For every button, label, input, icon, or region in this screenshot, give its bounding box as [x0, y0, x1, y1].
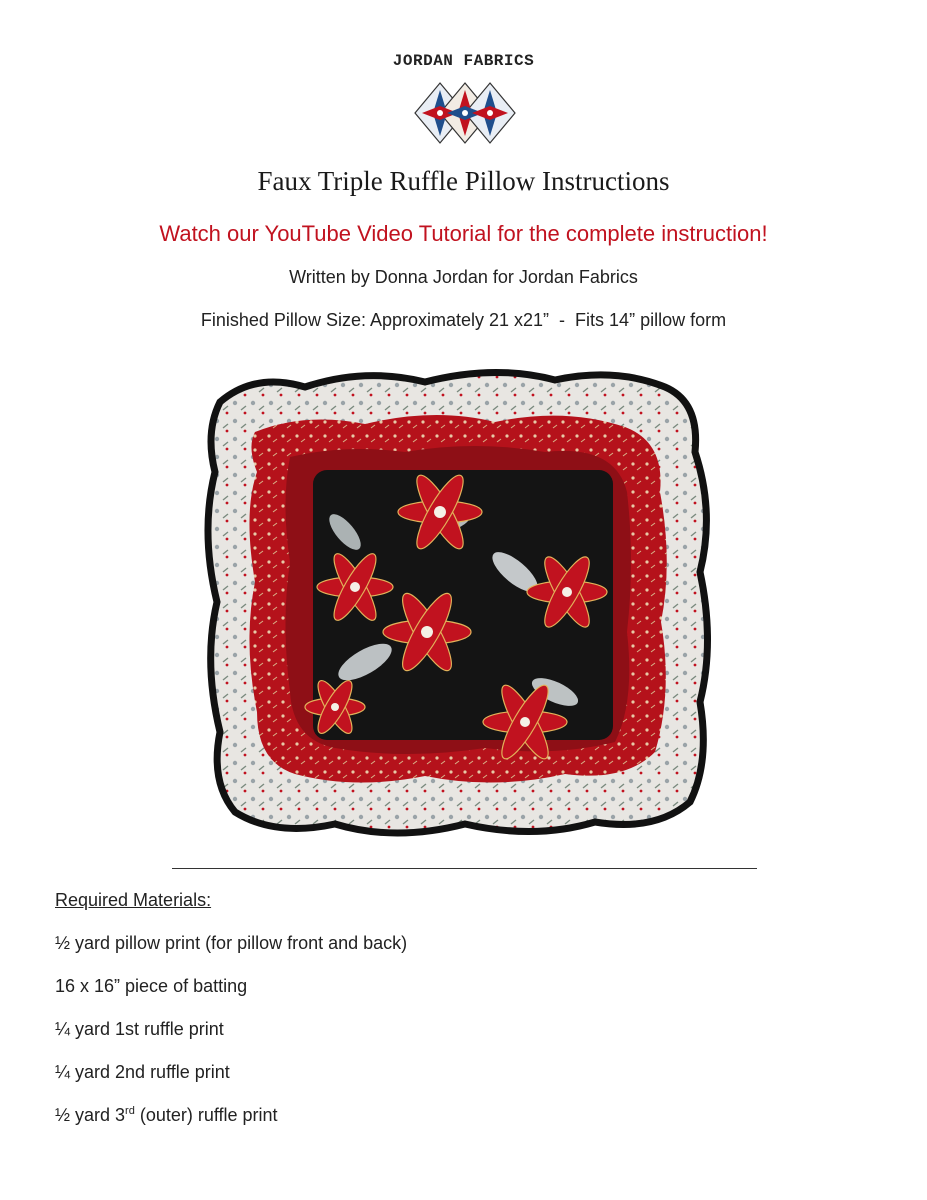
material-item: ½ yard pillow print (for pillow front and back): [55, 933, 408, 953]
material-item: 16 x 16” piece of batting: [55, 976, 248, 996]
material-item-text: (outer) ruffle print: [134, 1105, 278, 1125]
material-item: ¼ yard 2nd ruffle print: [55, 1062, 230, 1082]
materials-list: [55, 932, 407, 1147]
section-divider: [172, 868, 757, 869]
video-tutorial-link[interactable]: Watch our YouTube Video Tutorial for the complete instruction!: [159, 221, 768, 246]
material-item: [55, 1104, 407, 1147]
material-item-text: ½ yard 3: [55, 1105, 126, 1125]
author-line: Written by Donna Jordan for Jordan Fabrics: [289, 267, 638, 287]
material-item: ¼ yard 1st ruffle print: [55, 1019, 224, 1039]
required-materials-heading: Required Materials:: [55, 890, 212, 910]
brand-name: JORDAN FABRICS: [392, 52, 535, 70]
finished-size-line: Finished Pillow Size: Approximately 21 x21” - Fits 14” pillow form: [200, 310, 727, 330]
page-title: Faux Triple Ruffle Pillow Instructions: [257, 166, 670, 196]
ordinal-suffix: rd: [125, 1105, 135, 1117]
ruffle-pillow-photo-icon: [195, 362, 720, 847]
quilt-star-blocks-logo-icon: [410, 78, 520, 148]
